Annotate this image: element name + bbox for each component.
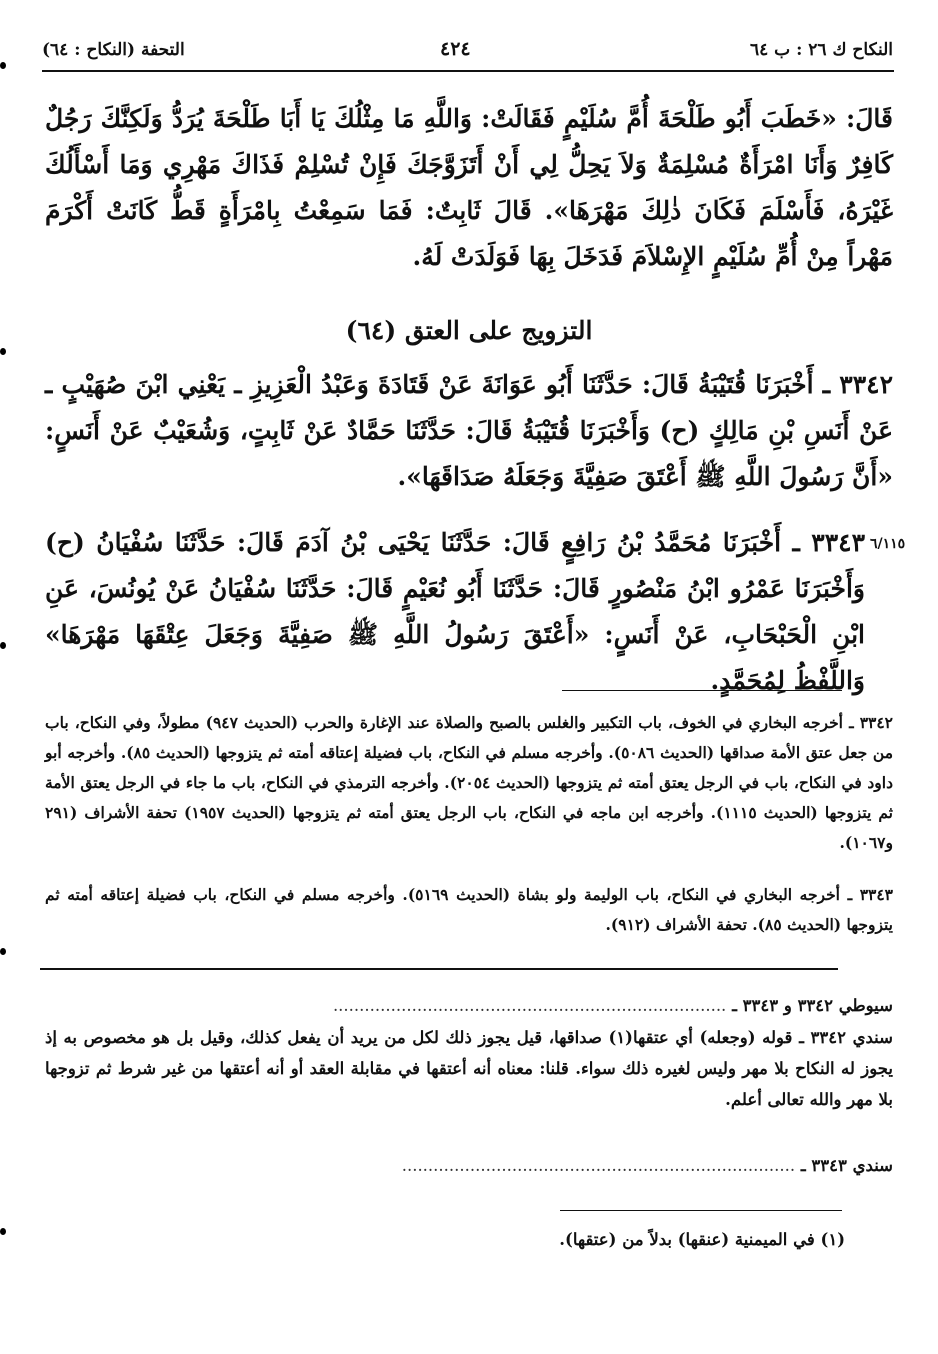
commentary-suyuti-label: سيوطي ٣٣٤٢ و ٣٣٤٣ ـ [732, 996, 893, 1015]
header-rule [42, 70, 894, 72]
bottom-note: (١) في الميمنية (عنقها) بدلاً من (عتقها). [559, 1230, 845, 1249]
commentary-sindi-3343-line [45, 1150, 893, 1181]
commentary-sindi-3342-text: قوله (وجعله) أي عتقها(١) صداقها، قيل يجوز ذلك لكل من يريد أن يفعل كذلك، وقيل بل هو مخصوص به إذ يجوز له النكاح بلا مهر وليس لغيره ذلك سواء. قلنا: معناه أنه أعتقها في مقابلة العقد أو أنه أعتقها من غير شرط ثم تزوجها بلا مهر والله تعالى أعلم. [45, 1028, 893, 1109]
commentary-suyuti-dots: ........................................................................... [332, 996, 727, 1015]
footnote-3342: ٣٣٤٢ ـ أخرجه البخاري في الخوف، باب التكبير والغلس بالصبح والصلاة عند الإغارة والحرب (الحديث ٩٤٧) مطولاً، وفي النكاح، باب من جعل عتق الأمة صداقها (الحديث ٥٠٨٦). وأخرجه مسلم في النكاح، باب فضيلة إعتاقه أمته ثم يتزوجها (الحديث ٨٥). وأخرجه أبو داود في النكاح، باب في الرجل يعتق أمته ثم يتزوجها (الحديث ٢٠٥٤). وأخرجه الترمذي في النكاح، باب ما جاء في الرجل يعتق الأمة ثم يتزوجها (الحديث ١١١٥). وأخرجه ابن ماجه في النكاح، باب الرجل يعتق أمته ثم يتزوجها (الحديث ١٩٥٧) تحفة الأشراف (٢٩١ و١٠٦٧). [45, 713, 894, 852]
bottom-note-separator [560, 1210, 842, 1211]
commentary-sindi-3343-dots: ........................................................................... [401, 1156, 796, 1175]
commentary-separator [40, 968, 838, 970]
footnote-3343: ٣٣٤٣ ـ أخرجه البخاري في النكاح، باب الوليمة ولو بشاة (الحديث ٥١٦٩). وأخرجه مسلم في النكاح، باب فضيلة إعتاقه أمته ثم يتزوجها (الحديث ٨٥). تحفة الأشراف (٩١٢). [45, 885, 893, 934]
header-tuhfa-ref: التحفة (النكاح : ٦٤) [42, 40, 185, 60]
commentary-sindi-3342 [45, 1022, 893, 1115]
scan-edge-mark [0, 62, 6, 69]
commentary-suyuti-line [45, 990, 893, 1021]
commentary-sindi-3342-label: سندي ٣٣٤٢ ـ [799, 1028, 893, 1047]
scan-edge-mark [0, 642, 6, 649]
scan-edge-mark [0, 948, 6, 955]
section-heading: (٦٤) التزويج على العتق [345, 316, 593, 345]
hadith-3342: ٣٣٤٢ ـ أَخْبَرَنَا قُتَيْبَةُ قَالَ: حَدَّثَنَا أَبُو عَوَانَةَ عَنْ قَتَادَةَ وَعَبْدُ الْعَزِيزِ ـ يَعْنِي ابْنَ صُهَيْبٍ ـ عَنْ أَنَسِ بْنِ مَالِكٍ (ح) وَأَخْبَرَنَا قُتَيْبَةُ قَالَ: حَدَّثَنَا حَمَّادٌ عَنْ ثَابِتٍ، وَشُعَيْبٌ عَنْ أَنَسٍ: «أَنَّ رَسُولَ اللَّهِ ﷺ أَعْتَقَ صَفِيَّةَ وَجَعَلَهُ صَدَاقَهَا». [45, 370, 893, 491]
margin-reference: ٦/١١٥ [870, 536, 906, 552]
footnote-separator [562, 690, 842, 691]
scan-edge-mark [0, 348, 6, 355]
top-paragraph: قَالَ: «خَطَبَ أَبُو طَلْحَةَ أُمَّ سُلَيْمٍ فَقَالَتْ: وَاللَّهِ مَا مِثْلُكَ يَا أَبَا طَلْحَةَ يُرَدُّ وَلَكِنَّكَ رَجُلٌ كَافِرٌ وَأَنَا امْرَأَةٌ مُسْلِمَةٌ وَلاَ يَحِلُّ لِي أَنْ أَتَزَوَّجَكَ فَإِنْ تُسْلِمْ فَذَاكَ مَهْرِي وَمَا أَسْأَلُكَ غَيْرَهُ، فَأَسْلَمَ فَكَانَ ذٰلِكَ مَهْرَهَا». قَالَ ثَابِتٌ: فَمَا سَمِعْتُ بِامْرَأَةٍ قَطُّ كَانَتْ أَكْرَمَ مَهْراً مِنْ أُمِّ سُلَيْمٍ الإِسْلاَمَ فَدَخَلَ بِهَا فَوَلَدَتْ لَهُ. [45, 104, 893, 271]
hadith-3343: ٣٣٤٣ ـ أَخْبَرَنَا مُحَمَّدُ بْنُ رَافِعٍ قَالَ: حَدَّثَنَا يَحْيَى بْنُ آدَمَ قَالَ: حَدَّثَنَا سُفْيَانُ (ح) وَأَخْبَرَنَا عَمْرُو ابْنُ مَنْصُورٍ قَالَ: حَدَّثَنَا أَبُو نُعَيْمٍ قَالَ: حَدَّثَنَا سُفْيَانُ عَنْ يُونُسَ، عَنِ ابْنِ الْحَبْحَابِ، عَنْ أَنَسٍ: «أَعْتَقَ رَسُولُ اللَّهِ ﷺ صَفِيَّةَ وَجَعَلَ عِتْقَهَا مَهْرَهَا» وَاللَّفْظُ لِمُحَمَّدٍ. [45, 528, 865, 695]
commentary-sindi-3343-label: سندي ٣٣٤٣ ـ [800, 1156, 893, 1175]
header-chapter-ref: النكاح ك ٢٦ : ب ٦٤ [749, 40, 893, 60]
page-number: ٤٢٤ [440, 38, 471, 60]
scan-edge-mark [0, 1228, 6, 1235]
